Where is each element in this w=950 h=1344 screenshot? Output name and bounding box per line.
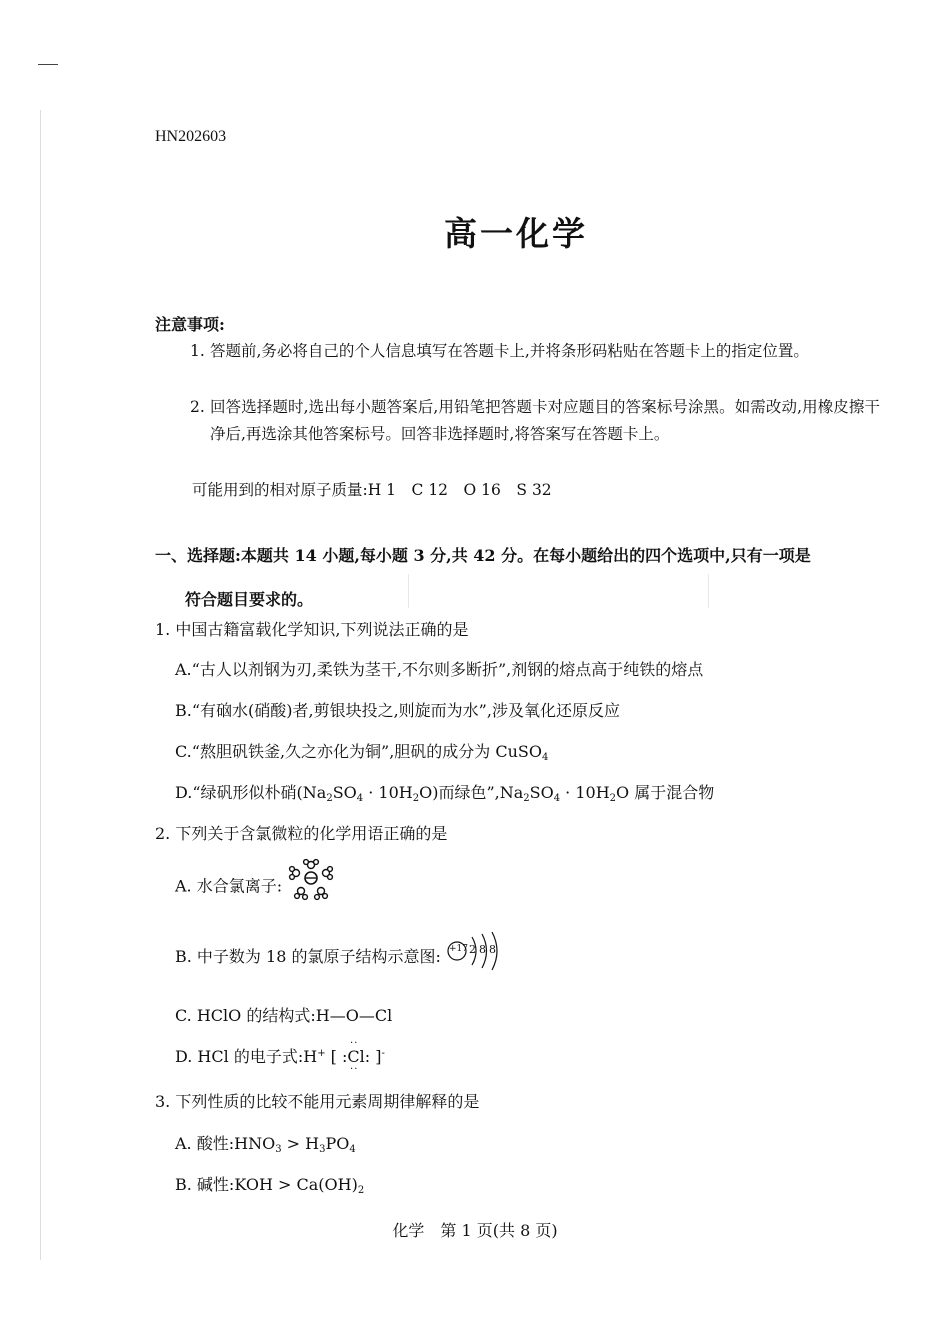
subscript: 2 <box>326 793 333 804</box>
shell-electrons-1: 2 <box>468 942 476 956</box>
subscript: 4 <box>553 793 561 804</box>
question-3-stem: 3. 下列性质的比较不能用元素周期律解释的是 <box>155 1092 480 1111</box>
option-text: · 10H <box>363 783 413 802</box>
notice-item-text: 回答选择题时,选出每小题答案后,用铅笔把答题卡对应题目的答案标号涂黑。如需改动,用橡皮擦干净后,再选涂其他答案标号。回答非选择题时,将答案写在答题卡上。 <box>210 398 880 443</box>
shell-electrons-2: 8 <box>478 942 486 956</box>
lewis-chlorine <box>342 1038 371 1075</box>
superscript: + <box>317 1048 326 1059</box>
bracket: ] <box>375 1047 382 1066</box>
electron-dots: ·· <box>350 1038 359 1049</box>
notice-item-number: 2. <box>190 398 205 416</box>
scan-edge-mark <box>38 64 58 65</box>
question-1-option-c <box>175 739 548 763</box>
section-heading <box>155 534 885 622</box>
subscript: 2 <box>609 793 617 804</box>
question-2-option-d <box>175 1038 385 1075</box>
option-text: B. 中子数为 18 的氯原子结构示意图: <box>175 947 441 966</box>
option-text: D. HCl 的电子式:H <box>175 1047 318 1066</box>
scan-artifact <box>708 574 709 608</box>
page-footer: 化学 第 1 页(共 8 页) <box>392 1221 558 1240</box>
section-heading-line2: 符合题目要求的。 <box>185 590 314 609</box>
subscript: 4 <box>356 793 364 804</box>
notice-item-1 <box>190 338 880 365</box>
notice-heading: 注意事项: <box>155 315 225 334</box>
option-text: A. 酸性:HNO <box>175 1134 276 1153</box>
subscript: 2 <box>412 793 420 804</box>
notice-item-2 <box>190 394 880 448</box>
question-1-option-a: A.“古人以剂钢为刃,柔铁为茎干,不尔则多断折”,剂钢的熔点高于纯铁的熔点 <box>175 660 704 679</box>
question-2-option-a <box>175 872 335 902</box>
shell-electrons-3: 8 <box>488 942 496 956</box>
question-2-stem: 2. 下列关于含氯微粒的化学用语正确的是 <box>155 824 448 843</box>
question-2-option-b <box>175 944 508 971</box>
lewis-symbol: :Cl: <box>342 1047 371 1066</box>
bracket: [ <box>330 1047 337 1066</box>
question-1-option-b: B.“有硇水(硝酸)者,剪银块投之,则旋而为水”,涉及氧化还原反应 <box>175 701 620 720</box>
question-3-option-a <box>175 1131 356 1155</box>
option-text: SO <box>332 783 357 802</box>
option-text: O)而绿色”,Na <box>419 783 524 802</box>
option-text: O 属于混合物 <box>616 783 715 802</box>
atomic-mass-line: 可能用到的相对原子质量:H 1 C 12 O 16 S 32 <box>192 481 552 499</box>
option-text: > H <box>281 1134 320 1153</box>
subscript: 3 <box>319 1144 326 1155</box>
option-text: D.“绿矾形似朴硝(Na <box>175 783 327 802</box>
atom-structure-diagram <box>446 931 508 971</box>
superscript: - <box>381 1048 385 1059</box>
subscript: 2 <box>357 1185 365 1196</box>
question-1-option-d <box>175 780 714 804</box>
section-heading-line1: 一、选择题:本题共 14 小题,每小题 3 分,共 42 分。在每小题给出的四个选项中,只有一项是 <box>155 546 811 565</box>
notice-item-number: 1. <box>190 342 205 360</box>
question-2-option-c: C. HClO 的结构式:H—O—Cl <box>175 1006 393 1025</box>
option-text: PO <box>325 1134 350 1153</box>
electron-dots: ·· <box>350 1064 359 1075</box>
page-title: 高一化学 <box>444 214 588 253</box>
scan-edge-line <box>40 110 41 1260</box>
subscript: 4 <box>542 752 549 763</box>
nucleus-charge: +17 <box>448 943 468 954</box>
scan-artifact <box>408 574 409 608</box>
option-text: · 10H <box>560 783 610 802</box>
option-text: B. 碱性:KOH > Ca(OH) <box>175 1175 358 1194</box>
option-text: C.“熬胆矾铁釜,久之亦化为铜”,胆矾的成分为 CuSO <box>175 742 543 761</box>
hydrated-chloride-ion-icon <box>287 858 335 902</box>
option-text: A. 水合氯离子: <box>175 876 283 896</box>
question-3-option-b <box>175 1172 364 1196</box>
subscript: 2 <box>523 793 530 804</box>
notice-item-text: 答题前,务必将自己的个人信息填写在答题卡上,并将条形码粘贴在答题卡上的指定位置。 <box>210 342 809 360</box>
question-1-stem: 1. 中国古籍富载化学知识,下列说法正确的是 <box>155 620 469 639</box>
exam-code: HN202603 <box>155 128 227 145</box>
option-text: SO <box>529 783 554 802</box>
subscript: 3 <box>275 1144 282 1155</box>
subscript: 4 <box>349 1144 356 1155</box>
